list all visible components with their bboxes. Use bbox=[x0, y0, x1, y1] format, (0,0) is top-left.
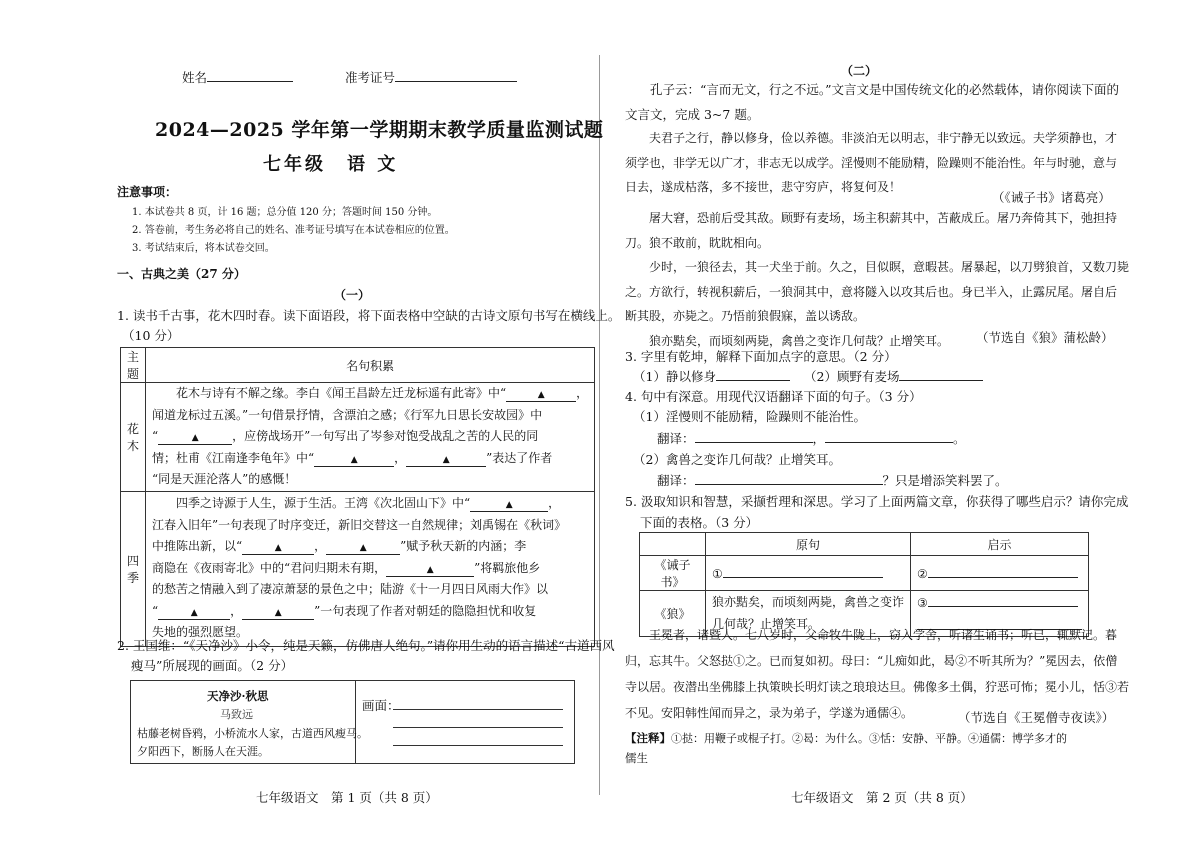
row-theme-seasons: 四季 bbox=[121, 491, 146, 646]
table-header-theme: 主题 bbox=[121, 348, 146, 383]
row-content-flowers bbox=[146, 383, 595, 492]
answer-line[interactable] bbox=[393, 727, 563, 728]
question-1-line-1: 1. 读书千古事，花木四时春。读下面语段，将下面表格中空缺的古诗文原句书写在横线上。 bbox=[117, 308, 621, 323]
text: 的愁苦之情融入到了凄凉萧瑟的景色之中；陆游《十一月四日风雨大作》以 bbox=[152, 582, 549, 597]
question-4-translation-1: 翻译： ， 。 bbox=[657, 431, 966, 446]
answer-blank[interactable] bbox=[825, 431, 953, 443]
blank-mark: ▲ bbox=[190, 607, 198, 618]
question-3-item-2 bbox=[804, 367, 983, 385]
passage-line: 王冕者，诸暨人。七八岁时，父命牧牛陇上，窃入学舍，听诸生诵书；听已，辄默记。暮 bbox=[625, 628, 1118, 642]
annotation-text: ①挞：用鞭子或棍子打。②曷：为什么。③恬：安静、平静。④通儒：博学多才的 bbox=[671, 732, 1067, 745]
poem-recall-table bbox=[120, 347, 595, 647]
row-label-jiezishu: 《诫子书》 bbox=[640, 556, 706, 591]
text: 中推陈出新，以“ bbox=[152, 539, 243, 554]
passage-line: 不见。安阳韩性闻而异之，录为弟子，学遂为通儒④。 bbox=[625, 706, 914, 720]
text: “ bbox=[152, 429, 159, 443]
name-label: 姓名 bbox=[182, 70, 208, 85]
translate-label: 翻译： bbox=[657, 431, 695, 446]
passage-line: 须学也，非学无以广才，非志无以成学。淫慢则不能励精，险躁则不能治性。年与时驰，意与 bbox=[625, 155, 1118, 170]
item-text: （2）顾野有麦场 bbox=[804, 369, 900, 384]
translation-tail: ？只是增添笑料罢了。 bbox=[882, 473, 1008, 488]
notice-heading: 注意事项： bbox=[117, 185, 178, 199]
part-2-label: （二） bbox=[841, 64, 878, 78]
exam-title: 2024—2025 学年第一学期期末教学质量监测试题 bbox=[155, 119, 604, 141]
passage-line: 归，忘其牛。父怒挞①之。已而复如初。母曰：“儿痴如此，曷②不听其所为？”冕因去，依僧 bbox=[625, 654, 1118, 668]
text: “同是天涯沦落人”的感慨！ bbox=[152, 472, 297, 486]
answer-blank[interactable] bbox=[506, 390, 576, 402]
translate-label: 翻译： bbox=[657, 473, 695, 488]
poem-author: 马致远 bbox=[220, 708, 253, 721]
question-4-translation-2 bbox=[657, 471, 1008, 489]
original-cell-1[interactable] bbox=[705, 556, 910, 591]
text: ”将羁旅他乡 bbox=[474, 560, 541, 575]
passage-line: 之。方欲行，转视积薪后，一狼洞其中，意将隧入以攻其后也。身已半入，止露尻尾。屠自后 bbox=[625, 284, 1118, 299]
intro-line: 孔子云：“言而无文，行之不远。”文言文是中国传统文化的必然载体，请你阅读下面的 bbox=[625, 82, 1120, 97]
answer-blank[interactable] bbox=[695, 431, 813, 443]
text: ， bbox=[314, 539, 327, 554]
text: “ bbox=[152, 603, 159, 618]
passage-line: 寺以居。夜潜出坐佛膝上执策映长明灯读之琅琅达旦。佛像多土偶，狞恶可怖；冕小儿，恬③若 bbox=[625, 680, 1130, 694]
passage-line: 狼亦黠矣，而顷刻两毙，禽兽之变诈几何哉？止增笑耳。 bbox=[625, 333, 950, 348]
annotation-label: 【注释】 bbox=[625, 731, 671, 745]
poem-panel bbox=[131, 681, 368, 763]
answer-blank[interactable] bbox=[406, 455, 486, 467]
answer-blank[interactable] bbox=[242, 543, 314, 555]
question-3-item-1 bbox=[633, 367, 790, 385]
answer-blank[interactable] bbox=[158, 433, 232, 445]
passage-line: 刀。狼不敢前，眈眈相向。 bbox=[625, 235, 770, 250]
text: ， bbox=[576, 386, 589, 400]
table-header-quotes: 名句积累 bbox=[146, 348, 595, 383]
part-1-label: （一） bbox=[334, 288, 371, 302]
text: 花木与诗有不解之缘。李白《闻王昌龄左迁龙标遥有此寄》中“ bbox=[152, 386, 507, 400]
item-text: （1）静以修身 bbox=[633, 369, 716, 384]
picture-label: 画面： bbox=[362, 698, 400, 713]
page-2 bbox=[600, 0, 1200, 843]
notice-3: 3. 考试结束后，将本试卷交回。 bbox=[132, 243, 275, 254]
answer-blank[interactable] bbox=[695, 473, 883, 485]
text: 四季之诗源于人生，源于生活。王湾《次北固山下》中“ bbox=[152, 496, 471, 511]
poem-title: 天净沙·秋思 bbox=[207, 689, 269, 703]
text: 商隐在《夜雨寄北》中的“君问归期未有期， bbox=[152, 560, 387, 575]
poem-box bbox=[130, 680, 575, 764]
question-2-line-1: 2. 王国维：“《天净沙》小令，纯是天籁，仿佛唐人绝句。”请你用生动的语言描述“古道西风 bbox=[117, 638, 615, 653]
text: 江春入旧年”一句表现了时序变迁，新旧交替这一自然规律；刘禹锡在《秋词》 bbox=[152, 517, 567, 532]
notice-1: 1. 本试卷共 8 页，计 16 题；总分值 120 分；答题时间 150 分钟。 bbox=[132, 207, 438, 218]
exam-subtitle: 七年级 语 文 bbox=[263, 154, 399, 175]
table-header-insight: 启示 bbox=[911, 533, 1089, 556]
name-blank[interactable] bbox=[207, 70, 293, 82]
mark: ① bbox=[711, 566, 723, 581]
poem-line-2: 夕阳西下，断肠人在天涯。 bbox=[137, 745, 269, 758]
passage-line: 断其股，亦毙之。乃悟前狼假寐，盖以诱敌。 bbox=[625, 309, 866, 323]
exam-id-blank[interactable] bbox=[395, 70, 517, 82]
page-1-footer: 七年级语文 第 1 页（共 8 页） bbox=[256, 790, 438, 805]
question-2-line-2: 瘦马”所展现的画面。（2 分） bbox=[131, 658, 294, 673]
blank-mark: ▲ bbox=[191, 433, 199, 443]
answer-blank[interactable] bbox=[928, 595, 1078, 607]
original-line: 几何哉？止增笑耳。 bbox=[711, 616, 820, 631]
answer-blank[interactable] bbox=[470, 500, 548, 512]
answer-blank[interactable] bbox=[158, 608, 230, 620]
blank-mark: ▲ bbox=[537, 390, 545, 400]
page-2-footer: 七年级语文 第 2 页（共 8 页） bbox=[791, 790, 973, 805]
section-1-title: 一、古典之美（27 分） bbox=[117, 267, 246, 281]
text: ，应傍战场开”一句写出了岑参对饱受战乱之苦的人民的同 bbox=[232, 429, 539, 443]
blank-mark: ▲ bbox=[274, 607, 282, 618]
source-wangmian: （节选自《王冕僧寺夜读》） bbox=[958, 710, 1115, 725]
row-theme-flowers: 花木 bbox=[121, 383, 146, 492]
passage-line: 少时，一狼径去，其一犬坐于前。久之，目似瞑，意暇甚。屠暴起，以刀劈狼首，又数刀毙 bbox=[625, 260, 1130, 274]
answer-blank[interactable] bbox=[386, 565, 474, 577]
answer-blank[interactable] bbox=[716, 369, 790, 381]
blank-mark: ▲ bbox=[350, 454, 358, 465]
passage-line: 夫君子之行，静以修身，俭以养德。非淡泊无以明志，非宁静无以致远。夫学须静也，才 bbox=[625, 131, 1118, 145]
blank-mark: ▲ bbox=[426, 564, 434, 575]
question-1-line-2: （10 分） bbox=[122, 328, 180, 343]
row-label-lang: 《狼》 bbox=[640, 591, 706, 637]
notice-2: 2. 答卷前，考生务必将自己的姓名、准考证号填写在本试卷相应的位置。 bbox=[132, 225, 455, 236]
blank-mark: ▲ bbox=[359, 543, 367, 554]
source-jiezishu: （《诫子书》诸葛亮） bbox=[992, 190, 1111, 205]
text: 情；杜甫《江南逢李龟年》中“ bbox=[152, 450, 315, 465]
passage-line: 屠大窘，恐前后受其敌。顾野有麦场，场主积薪其中，苫蔽成丘。屠乃奔倚其下，弛担持 bbox=[625, 211, 1118, 225]
annotation-text-2: 儒生 bbox=[625, 751, 648, 765]
text: ”一句表现了作者对朝廷的隐隐担忧和收复 bbox=[314, 603, 537, 618]
text: ， bbox=[548, 496, 561, 511]
text: ， bbox=[394, 450, 407, 465]
poem-line-1: 枯藤老树昏鸦，小桥流水人家，古道西风瘦马。 bbox=[137, 727, 368, 740]
table-header-original: 原句 bbox=[705, 533, 910, 556]
intro-line: 文言文，完成 3~7 题。 bbox=[625, 106, 760, 122]
table-header-blank bbox=[640, 533, 706, 556]
question-4: 4. 句中有深意。用现代汉语翻译下面的句子。（3 分） bbox=[625, 389, 922, 404]
exam-id-field bbox=[345, 68, 517, 86]
question-4-item-2: （2）禽兽之变诈几何哉？止增笑耳。 bbox=[633, 452, 841, 467]
original-line: 狼亦黠矣，而顷刻两毙，禽兽之变诈 bbox=[711, 595, 904, 609]
source-lang: （节选自《狼》蒲松龄） bbox=[976, 330, 1114, 345]
row-content-seasons bbox=[146, 491, 595, 646]
question-4-item-1: （1）淫慢则不能励精，险躁则不能治性。 bbox=[633, 409, 866, 424]
answer-blank[interactable] bbox=[314, 455, 394, 467]
answer-blank[interactable] bbox=[723, 566, 883, 578]
mark: ② bbox=[917, 566, 928, 581]
blank-mark: ▲ bbox=[274, 543, 282, 554]
insight-cell-2[interactable] bbox=[911, 556, 1089, 591]
text: 失地的强烈愿望。 bbox=[152, 625, 249, 640]
text: ， bbox=[230, 603, 243, 618]
answer-blank[interactable] bbox=[928, 566, 1078, 578]
blank-mark: ▲ bbox=[442, 454, 450, 465]
name-field bbox=[182, 68, 293, 86]
answer-blank[interactable] bbox=[326, 543, 400, 555]
text: ”赋予秋天新的内涵；李 bbox=[400, 539, 527, 554]
answer-blank[interactable] bbox=[242, 608, 314, 620]
text: ”表达了作者 bbox=[486, 450, 553, 465]
exam-id-label: 准考证号 bbox=[345, 70, 396, 85]
answer-line[interactable] bbox=[393, 709, 563, 710]
blank-mark: ▲ bbox=[505, 500, 513, 511]
text: 闻道龙标过五溪。”一句借景抒情，含漂泊之感；《行军九日思长安故园》中 bbox=[152, 407, 543, 422]
annotation bbox=[625, 730, 1067, 746]
question-3: 3. 字里有乾坤，解释下面加点字的意思。（2 分） bbox=[625, 349, 897, 364]
passage-line: 日去，遂成枯落，多不接世，悲守穷庐，将复何及！ bbox=[625, 180, 902, 194]
answer-blank[interactable] bbox=[899, 369, 983, 381]
question-5-line-1: 5. 汲取知识和智慧，采撷哲理和深思。学习了上面两篇文章，你获得了哪些启示？请你完成 bbox=[625, 494, 1129, 509]
answer-line[interactable] bbox=[393, 745, 563, 746]
question-5-line-2: 下面的表格。（3 分） bbox=[640, 515, 759, 530]
intro-passage bbox=[625, 78, 1119, 127]
mark: ③ bbox=[917, 595, 928, 610]
